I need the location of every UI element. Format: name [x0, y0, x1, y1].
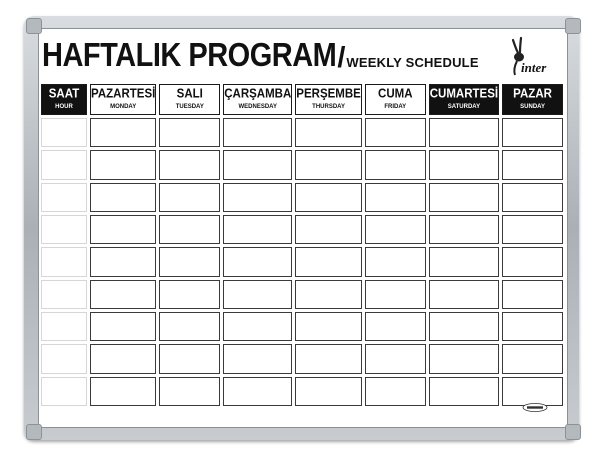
- day-header-en: FRIDAY: [384, 103, 407, 110]
- schedule-cell: [223, 312, 292, 341]
- schedule-table: [41, 84, 563, 406]
- schedule-cell: [223, 344, 292, 373]
- frame-corner: [26, 424, 42, 440]
- day-header-en: THURSDAY: [312, 103, 345, 110]
- schedule-cell: [295, 280, 362, 309]
- schedule-cell: [295, 377, 362, 406]
- hour-cell: [41, 150, 87, 179]
- schedule-cell: [365, 118, 426, 147]
- schedule-cell: [502, 118, 563, 147]
- schedule-cell: [90, 280, 156, 309]
- day-header-label: PERŞEMBE: [296, 87, 361, 102]
- schedule-cell: [295, 312, 362, 341]
- schedule-cell: [90, 247, 156, 276]
- schedule-cell: [429, 118, 499, 147]
- day-header: [90, 84, 156, 115]
- schedule-cell: [159, 312, 220, 341]
- schedule-cell: [502, 215, 563, 244]
- day-header: [365, 84, 426, 115]
- schedule-cell: [223, 377, 292, 406]
- schedule-cell: [295, 150, 362, 179]
- schedule-cell: [429, 215, 499, 244]
- title-slash: /: [337, 42, 346, 74]
- schedule-cell: [90, 377, 156, 406]
- day-header-en: TUESDAY: [175, 103, 204, 110]
- schedule-cell: [90, 215, 156, 244]
- day-header-en: WEDNESDAY: [238, 103, 277, 110]
- schedule-cell: [159, 118, 220, 147]
- day-header-label: PAZAR: [513, 87, 552, 102]
- maker-logo-icon: [522, 403, 548, 412]
- day-header-en: SATURDAY: [447, 103, 481, 110]
- schedule-cell: [502, 150, 563, 179]
- hour-cell: [41, 377, 87, 406]
- hour-header: [41, 84, 87, 115]
- rabbit-logo-icon: [499, 36, 551, 80]
- schedule-cell: [159, 150, 220, 179]
- day-header: [159, 84, 220, 115]
- schedule-cell: [159, 183, 220, 212]
- schedule-cell: [429, 150, 499, 179]
- day-header: [223, 84, 292, 115]
- schedule-cell: [159, 377, 220, 406]
- hour-cell: [41, 312, 87, 341]
- hour-cell: [41, 247, 87, 276]
- schedule-cell: [502, 312, 563, 341]
- day-header-label: PAZARTESİ: [91, 87, 156, 102]
- schedule-cell: [295, 118, 362, 147]
- schedule-cell: [502, 280, 563, 309]
- day-header: [429, 84, 499, 115]
- schedule-cell: [295, 344, 362, 373]
- day-header: [502, 84, 563, 115]
- hour-cell: [41, 344, 87, 373]
- schedule-cell: [159, 344, 220, 373]
- day-header-en: MONDAY: [110, 103, 137, 110]
- schedule-cell: [295, 215, 362, 244]
- schedule-cell: [365, 247, 426, 276]
- schedule-cell: [90, 150, 156, 179]
- schedule-cell: [295, 183, 362, 212]
- schedule-cell: [429, 377, 499, 406]
- schedule-cell: [159, 280, 220, 309]
- schedule-cell: [365, 215, 426, 244]
- schedule-cell: [365, 150, 426, 179]
- day-header-label: CUMARTESİ: [429, 87, 499, 102]
- schedule-cell: [223, 118, 292, 147]
- schedule-cell: [502, 344, 563, 373]
- frame-corner: [565, 18, 581, 34]
- page-title: [42, 37, 479, 75]
- logo-text: inter: [521, 60, 547, 75]
- day-header-label: CUMA: [378, 87, 413, 102]
- hour-cell: [41, 280, 87, 309]
- schedule-cell: [223, 280, 292, 309]
- schedule-cell: [223, 183, 292, 212]
- schedule-cell: [223, 215, 292, 244]
- schedule-cell: [365, 377, 426, 406]
- hour-cell: [41, 118, 87, 147]
- schedule-cell: [365, 183, 426, 212]
- schedule-cell: [502, 183, 563, 212]
- schedule-cell: [295, 247, 362, 276]
- title-main: HAFTALIK PROGRAM: [42, 37, 337, 74]
- day-header: [295, 84, 362, 115]
- hour-cell: [41, 215, 87, 244]
- schedule-cell: [223, 247, 292, 276]
- schedule-cell: [90, 312, 156, 341]
- schedule-cell: [159, 247, 220, 276]
- hour-header-label: SAAT: [48, 87, 80, 102]
- schedule-cell: [159, 215, 220, 244]
- schedule-cell: [90, 118, 156, 147]
- day-header-label: ÇARŞAMBA: [224, 87, 292, 102]
- hour-header-en: HOUR: [55, 103, 73, 110]
- schedule-cell: [502, 247, 563, 276]
- schedule-cell: [365, 344, 426, 373]
- schedule-cell: [429, 344, 499, 373]
- frame-corner: [26, 18, 42, 34]
- schedule-cell: [365, 312, 426, 341]
- schedule-cell: [223, 150, 292, 179]
- schedule-cell: [365, 280, 426, 309]
- schedule-cell: [90, 344, 156, 373]
- schedule-cell: [90, 183, 156, 212]
- hour-cell: [41, 183, 87, 212]
- title-subtitle: WEEKLY SCHEDULE: [346, 55, 479, 70]
- schedule-cell: [502, 377, 563, 406]
- frame-corner: [565, 424, 581, 440]
- schedule-cell: [429, 312, 499, 341]
- schedule-cell: [429, 280, 499, 309]
- schedule-cell: [429, 247, 499, 276]
- schedule-cell: [429, 183, 499, 212]
- day-header-en: SUNDAY: [520, 103, 545, 110]
- day-header-label: SALI: [176, 87, 203, 102]
